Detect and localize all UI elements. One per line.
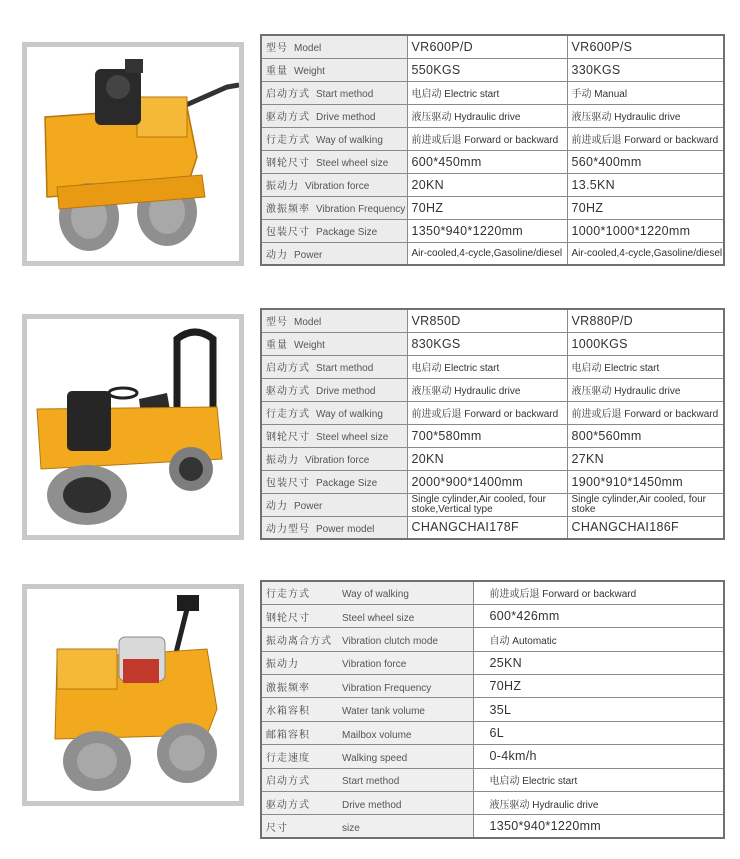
label-zh: 启动方式 [266, 776, 310, 788]
spec-value-v1: 1350*940*1220mm [407, 219, 567, 242]
spec-value-v1: VR600P/D [407, 35, 567, 58]
spec-value-v2: Single cylinder,Air cooled, four stoke [567, 493, 724, 516]
spec-label [261, 745, 473, 768]
spec-row [261, 815, 724, 838]
spec-value-v2: 液压驱动 Hydraulic drive [567, 104, 724, 127]
label-zh: 振动力 [266, 181, 299, 192]
spec-value: 1350*940*1220mm [473, 815, 724, 838]
spec-label [261, 424, 407, 447]
label-zh: 包装尺寸 [266, 227, 310, 238]
spec-row [261, 792, 724, 815]
spec-label [261, 792, 473, 815]
label-en: Vibration clutch mode [342, 635, 438, 647]
label-en: Vibration Frequency [342, 682, 432, 694]
label-en: Power [294, 501, 323, 512]
label-zh: 行走方式 [266, 409, 310, 420]
spec-value-v2: 70HZ [567, 196, 724, 219]
label-en: Model [294, 43, 322, 55]
spec-value-v1: 液压驱动 Hydraulic drive [407, 104, 567, 127]
spec-label [261, 127, 407, 150]
label-en: Way of walking [316, 135, 383, 146]
label-zh: 包装尺寸 [266, 478, 310, 489]
spec-label [261, 493, 407, 516]
label-zh: 重量 [266, 66, 288, 77]
product-photo-3 [22, 584, 244, 806]
spec-row [261, 447, 724, 470]
label-en: Power [294, 249, 323, 261]
spec-value-v2: 前进或后退 Forward or backward [567, 401, 724, 424]
label-en: Package Size [316, 227, 378, 238]
label-en: Weight [294, 66, 325, 77]
spec-value-v1: 20KN [407, 173, 567, 196]
label-en: Vibration force [305, 181, 370, 192]
spec-value-v2: 前进或后退 Forward or backward [567, 127, 724, 150]
label-zh: 驱动方式 [266, 112, 310, 123]
label-zh: 钢轮尺寸 [266, 158, 310, 169]
spec-row [261, 516, 724, 539]
label-zh: 激振频率 [266, 682, 310, 694]
spec-value-v2: 330KGS [567, 58, 724, 81]
spec-value-v1: 70HZ [407, 196, 567, 219]
spec-table-3 [260, 580, 725, 839]
spec-label [261, 173, 407, 196]
spec-row [261, 242, 724, 265]
label-zh: 行走方式 [266, 589, 310, 601]
label-zh: 驱动方式 [266, 799, 310, 811]
spec-row [261, 219, 724, 242]
spec-value: 35L [473, 698, 724, 721]
spec-row [261, 401, 724, 424]
spec-label [261, 242, 407, 265]
spec-label [261, 675, 473, 698]
spec-value-v2: 13.5KN [567, 173, 724, 196]
spec-label [261, 332, 407, 355]
spec-table-1 [260, 34, 725, 266]
spec-value-v1: 前进或后退 Forward or backward [407, 401, 567, 424]
label-en: Way of walking [342, 589, 409, 601]
spec-row [261, 651, 724, 674]
label-en: Model [294, 317, 322, 329]
spec-value: 6L [473, 721, 724, 744]
label-en: Drive method [342, 799, 402, 811]
spec-row [261, 104, 724, 127]
label-zh: 钢轮尺寸 [266, 612, 310, 624]
label-zh: 尺寸 [266, 822, 288, 834]
spec-row [261, 150, 724, 173]
spec-label [261, 35, 407, 58]
label-en: Steel wheel size [316, 158, 389, 169]
label-zh: 水箱容积 [266, 706, 310, 718]
label-zh: 激振频率 [266, 204, 310, 215]
label-en: size [342, 822, 360, 834]
label-en: Start method [316, 89, 374, 100]
spec-row [261, 768, 724, 791]
label-en: Package Size [316, 478, 378, 489]
spec-value-v1: 830KGS [407, 332, 567, 355]
spec-value-v1: 20KN [407, 447, 567, 470]
label-en: Weight [294, 340, 325, 351]
spec-label [261, 81, 407, 104]
label-en: Vibration Frequency [316, 204, 406, 215]
spec-value: 液压驱动 Hydraulic drive [473, 792, 724, 815]
roller-illustration-3 [27, 589, 239, 801]
spec-value-v1: Single cylinder,Air cooled, four stoke,Vertical type [407, 493, 567, 516]
spec-label [261, 378, 407, 401]
spec-label [261, 470, 407, 493]
spec-row [261, 721, 724, 744]
label-zh: 重量 [266, 340, 288, 351]
spec-value-v1: Air-cooled,4-cycle,Gasoline/diesel [407, 242, 567, 265]
spec-value-v2: Air-cooled,4-cycle,Gasoline/diesel [567, 242, 724, 265]
spec-label [261, 651, 473, 674]
spec-value-v2: 1000KGS [567, 332, 724, 355]
spec-value-v2: 1000*1000*1220mm [567, 219, 724, 242]
spec-value-v2: 液压驱动 Hydraulic drive [567, 378, 724, 401]
label-zh: 邮箱容积 [266, 729, 310, 741]
spec-row [261, 309, 724, 332]
spec-value: 自动 Automatic [473, 628, 724, 651]
label-zh: 振动力 [266, 455, 299, 466]
spec-label [261, 401, 407, 424]
label-en: Drive method [316, 386, 376, 397]
spec-label [261, 355, 407, 378]
label-en: Walking speed [342, 752, 408, 764]
spec-row [261, 470, 724, 493]
spec-row [261, 581, 724, 604]
spec-value-v1: 前进或后退 Forward or backward [407, 127, 567, 150]
label-zh: 振动离合方式 [266, 635, 332, 647]
label-zh: 振动力 [266, 659, 299, 671]
spec-label [261, 447, 407, 470]
spec-value-v1: 700*580mm [407, 424, 567, 447]
spec-label [261, 196, 407, 219]
spec-value: 电启动 Electric start [473, 768, 724, 791]
label-en: Way of walking [316, 409, 383, 420]
label-zh: 启动方式 [266, 89, 310, 100]
label-zh: 型号 [266, 43, 288, 55]
spec-value-v1: CHANGCHAI178F [407, 516, 567, 539]
spec-label [261, 698, 473, 721]
spec-value-v2: VR600P/S [567, 35, 724, 58]
spec-label [261, 768, 473, 791]
spec-value: 70HZ [473, 675, 724, 698]
spec-value-v2: 电启动 Electric start [567, 355, 724, 378]
spec-label [261, 815, 473, 838]
label-en: Steel wheel size [316, 432, 389, 443]
label-zh: 钢轮尺寸 [266, 432, 310, 443]
spec-value-v1: 电启动 Electric start [407, 355, 567, 378]
spec-row [261, 58, 724, 81]
spec-value-v1: 液压驱动 Hydraulic drive [407, 378, 567, 401]
spec-label [261, 219, 407, 242]
spec-value-v2: 800*560mm [567, 424, 724, 447]
spec-label [261, 309, 407, 332]
spec-row [261, 355, 724, 378]
label-en: Power model [316, 523, 375, 535]
spec-label [261, 150, 407, 173]
spec-label [261, 604, 473, 627]
spec-row [261, 628, 724, 651]
spec-row [261, 35, 724, 58]
spec-value-v1: 550KGS [407, 58, 567, 81]
spec-value: 25KN [473, 651, 724, 674]
spec-value: 600*426mm [473, 604, 724, 627]
spec-value-v1: VR850D [407, 309, 567, 332]
label-zh: 行走方式 [266, 135, 310, 146]
spec-label [261, 721, 473, 744]
spec-row [261, 196, 724, 219]
spec-label [261, 628, 473, 651]
spec-row [261, 675, 724, 698]
spec-table-2 [260, 308, 725, 540]
spec-value-v2: 27KN [567, 447, 724, 470]
spec-value-v2: 1900*910*1450mm [567, 470, 724, 493]
spec-value-v1: 电启动 Electric start [407, 81, 567, 104]
label-zh: 动力 [266, 249, 288, 261]
spec-value-v1: 2000*900*1400mm [407, 470, 567, 493]
spec-value: 前进或后退 Forward or backward [473, 581, 724, 604]
spec-row [261, 127, 724, 150]
spec-value-v2: CHANGCHAI186F [567, 516, 724, 539]
spec-row [261, 745, 724, 768]
spec-label [261, 516, 407, 539]
roller-vr850-illustration [27, 319, 239, 535]
spec-value-v2: VR880P/D [567, 309, 724, 332]
spec-row [261, 378, 724, 401]
spec-value-v2: 560*400mm [567, 150, 724, 173]
label-zh: 启动方式 [266, 363, 310, 374]
spec-row [261, 81, 724, 104]
spec-value-v1: 600*450mm [407, 150, 567, 173]
spec-value: 0-4km/h [473, 745, 724, 768]
spec-label [261, 58, 407, 81]
spec-value-v2: 手动 Manual [567, 81, 724, 104]
label-en: Water tank volume [342, 706, 425, 718]
spec-row [261, 173, 724, 196]
label-zh: 驱动方式 [266, 386, 310, 397]
roller-vr600-illustration [27, 47, 239, 261]
spec-row [261, 493, 724, 516]
label-en: Start method [342, 776, 400, 788]
label-en: Drive method [316, 112, 376, 123]
label-zh: 动力型号 [266, 523, 310, 535]
label-en: Steel wheel size [342, 612, 415, 624]
label-en: Start method [316, 363, 374, 374]
label-en: Vibration force [305, 455, 370, 466]
product-photo-1 [22, 42, 244, 266]
spec-row [261, 424, 724, 447]
spec-label [261, 581, 473, 604]
label-en: Mailbox volume [342, 729, 412, 741]
product-photo-2 [22, 314, 244, 540]
label-zh: 型号 [266, 317, 288, 329]
spec-row [261, 698, 724, 721]
label-en: Vibration force [342, 659, 407, 671]
label-zh: 行走速度 [266, 752, 310, 764]
spec-row [261, 604, 724, 627]
spec-row [261, 332, 724, 355]
spec-label [261, 104, 407, 127]
label-zh: 动力 [266, 501, 288, 512]
